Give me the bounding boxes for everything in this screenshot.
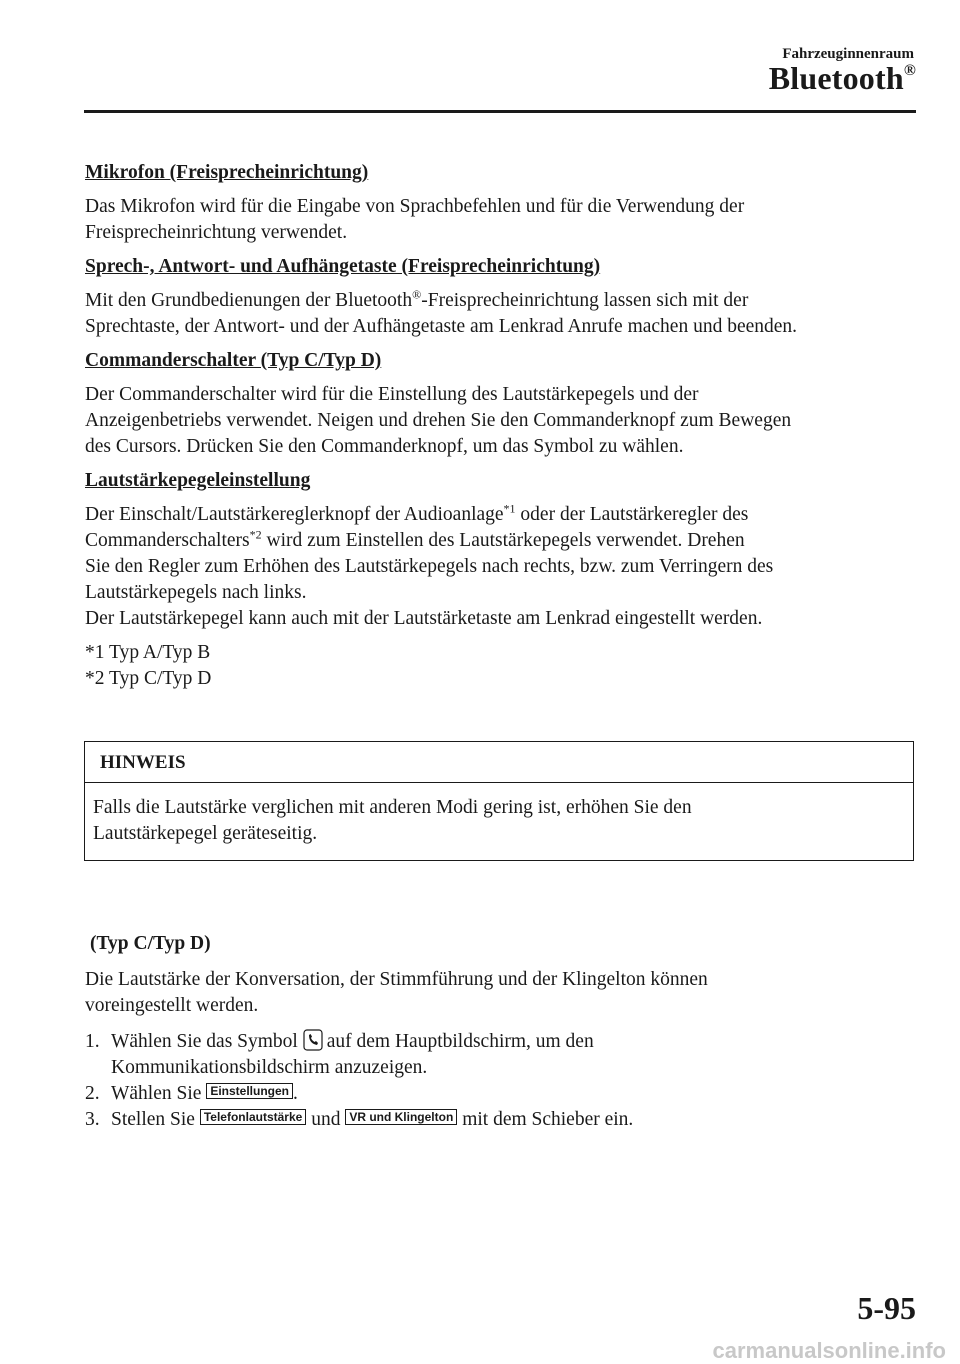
text-line: Der Commanderschalter wird für die Einstellung des Lautstärkepegels und der [85,384,699,405]
step-number: 1. [85,1031,100,1052]
registered-mark: ® [903,62,916,79]
typ-heading: (Typ C/Typ D) [90,933,211,954]
text-line: voreingestellt werden. [85,995,259,1016]
text-span: Wählen Sie das Symbol [111,1031,298,1052]
step-2 [85,1081,917,1107]
text-line: des Cursors. Drücken Sie den Commanderknopf, um das Symbol zu wählen. [85,436,684,457]
text-line: Falls die Lautstärke verglichen mit anderen Modi gering ist, erhöhen Sie den [93,797,692,818]
footnotes [85,640,917,692]
text-span: Wählen Sie [111,1083,202,1104]
text-line [111,1029,917,1055]
text-line: Das Mikrofon wird für die Eingabe von Sprachbefehlen und für die Verwendung der [85,196,745,217]
page-number: 5-95 [857,1290,916,1326]
footnote: *2 Typ C/Typ D [85,668,212,689]
text-span: oder der Lautstärkeregler des [515,504,749,525]
text-span: mit dem Schieber ein. [462,1109,634,1130]
text-span: Stellen Sie [111,1109,195,1130]
text-span: Mit den Grundbedienungen der Bluetooth [85,290,413,311]
note-title: HINWEIS [85,742,913,783]
para-lautstaerke [85,502,917,632]
step-number: 3. [85,1109,100,1130]
text-span: . [293,1083,298,1104]
phone-icon[interactable] [303,1029,323,1051]
para-sprech [85,288,917,340]
step-3 [85,1107,917,1133]
para-mikrofon [85,194,917,246]
text-span: und [311,1109,341,1130]
vr-und-klingelton-button[interactable]: VR und Klingelton [345,1109,457,1125]
header-section-label: Fahrzeuginnenraum [782,46,914,62]
para-commander [85,382,917,460]
heading-sprech: Sprech-, Antwort- und Aufhängetaste (Freisprecheinrichtung) [85,256,601,277]
text-span: Commanderschalters [85,530,250,551]
text-line: Kommunikationsbildschirm anzuzeigen. [111,1057,428,1078]
main-content [85,160,917,700]
footnote-ref: *2 [249,527,262,542]
einstellungen-button[interactable]: Einstellungen [206,1083,293,1099]
typ-section [85,931,917,1133]
watermark: carmanualsonline.info [712,1338,946,1363]
text-line: Freisprecheinrichtung verwendet. [85,222,348,243]
text-line [85,528,917,554]
footnote-ref: *1 [503,501,516,516]
text-line: Sie den Regler zum Erhöhen des Lautstärkepegels nach rechts, bzw. zum Verringern des [85,556,774,577]
registered-mark: ® [412,287,422,302]
text-span: auf dem Hauptbildschirm, um den [326,1031,594,1052]
text-line: Die Lautstärke der Konversation, der Stimmführung und der Klingelton können [85,969,708,990]
text-line: Lautstärkepegels nach links. [85,582,307,603]
text-line: Sprechtaste, der Antwort- und der Aufhängetaste am Lenkrad Anrufe machen und beenden. [85,316,798,337]
heading-commander: Commanderschalter (Typ C/Typ D) [85,350,382,371]
text-span: wird zum Einstellen des Lautstärkepegels verwendet. Drehen [261,530,745,551]
header-rule [84,110,916,113]
heading-mikrofon: Mikrofon (Freisprecheinrichtung) [85,162,369,183]
text-span: Der Einschalt/Lautstärkereglerknopf der Audioanlage [85,504,504,525]
text-line: Der Lautstärkepegel kann auch mit der Lautstärketaste am Lenkrad eingestellt werden. [85,608,763,629]
header-title [769,60,916,97]
typ-intro [85,967,917,1019]
heading-lautstaerke: Lautstärkepegeleinstellung [85,470,311,491]
text-line: Anzeigenbetriebs verwendet. Neigen und drehen Sie den Commanderknopf zum Bewegen [85,410,792,431]
step-number: 2. [85,1083,100,1104]
text-line [85,502,917,528]
note-box [84,741,914,861]
telefonlautstaerke-button[interactable]: Telefonlautstärke [200,1109,306,1125]
text-line [85,288,917,314]
header-title-text: Bluetooth [768,60,904,96]
text-line: Lautstärkepegel geräteseitig. [93,823,318,844]
note-body [85,783,913,847]
step-1 [85,1029,917,1081]
footnote: *1 Typ A/Typ B [85,642,211,663]
text-span: -Freisprecheinrichtung lassen sich mit der [421,290,749,311]
